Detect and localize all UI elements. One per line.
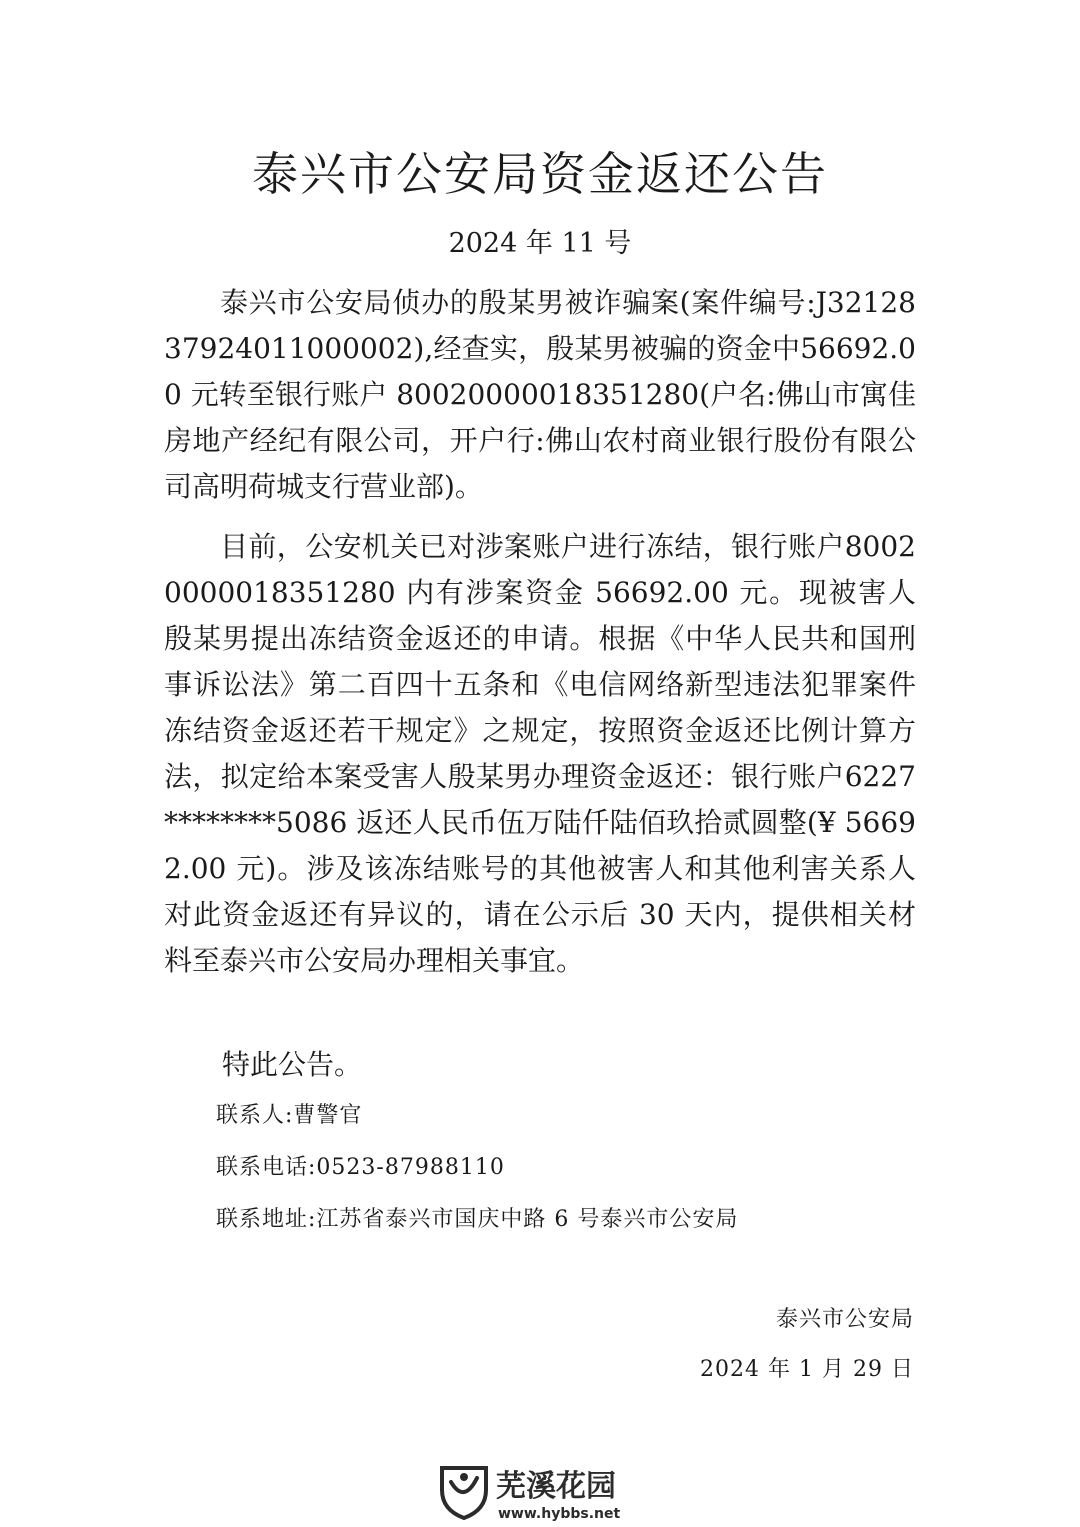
signature-org: 泰兴市公安局 — [775, 1307, 914, 1332]
closing-text: 特此公告。 — [222, 1048, 363, 1081]
document-title: 泰兴市公安局资金返还公告 — [252, 147, 828, 201]
contact-address: 联系地址:江苏省泰兴市国庆中路 6 号泰兴市公安局 — [216, 1207, 739, 1232]
watermark-url: www.hybbs.net — [498, 1506, 621, 1522]
contact-phone: 联系电话:0523-87988110 — [216, 1155, 505, 1180]
site-watermark — [436, 1460, 646, 1522]
document-body — [164, 280, 916, 984]
signature-date: 2024 年 1 月 29 日 — [700, 1357, 914, 1382]
shield-logo-icon — [436, 1460, 646, 1522]
contact-person: 联系人:曹警官 — [216, 1103, 363, 1128]
document-number: 2024 年 11 号 — [448, 228, 632, 259]
body-paragraph: 目前，公安机关已对涉案账户进行冻结，银行账户80020000018351280 内有涉案资金 56692.00 元。现被害人殷某男提出冻结资金返还的申请。根据《中华人民共和国刑事诉讼法》第二百四十五条和《电信网络新型违法犯罪案件冻结资金返还若干规定》之规定，按照资金返还比例计算方法，拟定给本案受害人殷某男办理资金返还：银行账户6227********5086 返还人民币伍万陆仟陆佰玖拾贰圆整(¥ 56692.00 元)。涉及该冻结账号的其他被害人和其他利害关系人对此资金返还有异议的，请在公示后 30 天内，提供相关材料至泰兴市公安局办理相关事宜。 — [164, 530, 916, 977]
watermark-text: 芜溪花园 — [496, 1469, 616, 1504]
body-paragraph: 泰兴市公安局侦办的殷某男被诈骗案(案件编号:J3212837924011000002),经查实，殷某男被骗的资金中56692.00 元转至银行账户 80020000018351280(户名:佛山市寓佳房地产经纪有限公司，开户行:佛山农村商业银行股份有限公司高明荷城支行营业部)。 — [164, 286, 916, 503]
